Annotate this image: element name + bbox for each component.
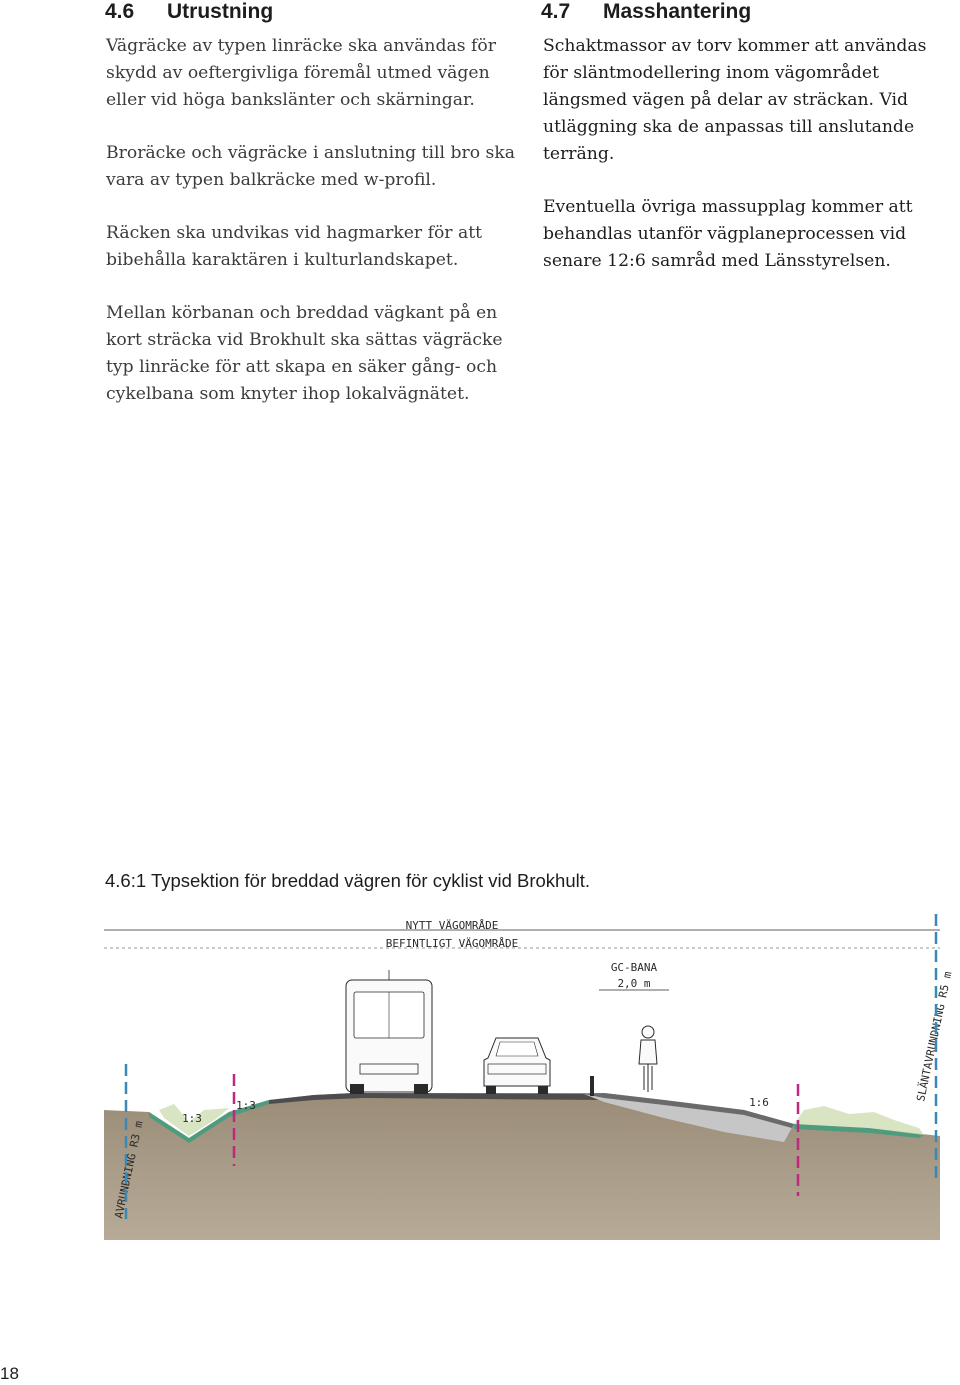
section-number: 4.6 <box>105 0 135 23</box>
label-slope-left-2: 1:3 <box>236 1099 256 1112</box>
label-new-road-area: NYTT VÄGOMRÅDE <box>405 919 499 932</box>
section-number: 4.7 <box>541 0 571 23</box>
road-cross-section-diagram <box>104 914 955 1240</box>
label-rounding-left: AVRUNDNING R3 m <box>112 1119 146 1220</box>
paragraph: Eventuella övriga massupplag kommer att behandlas utanför vägplaneprocessen vid senare 12:6 samråd med Länsstyrelsen. <box>543 197 913 271</box>
section-title: Masshantering <box>603 0 752 23</box>
page-number: 18 <box>0 1364 19 1383</box>
label-gc-width: 2,0 m <box>617 977 651 990</box>
section-title: Utrustning <box>167 0 274 23</box>
label-gc-path: GC-BANA <box>610 961 658 974</box>
paragraph: Vägräcke av typen linräcke ska användas för skydd av oeftergivliga föremål utmed vägen eller vid höga bankslänter och skärningar. <box>106 36 496 110</box>
section-4-6-body <box>106 33 516 434</box>
bus-icon <box>346 970 432 1094</box>
figure-caption: 4.6:1 Typsektion för breddad vägren för cyklist vid Brokhult. <box>105 870 591 891</box>
paragraph: Räcken ska undvikas vid hagmarker för att bibehålla karaktären i kulturlandskapet. <box>106 223 483 270</box>
label-rounding-right: SLÄNTAVRUNDNING R5 m <box>914 970 955 1103</box>
label-slope-left-1: 1:3 <box>182 1112 202 1125</box>
car-icon <box>484 1038 550 1094</box>
section-4-7-heading <box>541 0 751 24</box>
guardrail-post <box>590 1076 594 1096</box>
paragraph: Schaktmassor av torv kommer att användas för släntmodellering inom vägområdet längsmed vägen på delar av sträckan. Vid utläggning ska de anpassas till anslutande terräng. <box>543 36 927 164</box>
section-4-7-body <box>543 33 938 301</box>
cyclist-icon <box>639 1026 657 1092</box>
paragraph: Broräcke och vägräcke i anslutning till bro ska vara av typen balkräcke med w-profil. <box>106 143 515 190</box>
label-existing-road-area: BEFINTLIGT VÄGOMRÅDE <box>385 937 519 950</box>
label-slope-right: 1:6 <box>749 1096 769 1109</box>
section-4-6-heading <box>105 0 273 24</box>
paragraph: Mellan körbanan och breddad vägkant på en kort sträcka vid Brokhult ska sättas vägräcke typ linräcke för att skapa en säker gång- och cykelbana som knyter ihop lokalvägnätet. <box>106 303 503 404</box>
